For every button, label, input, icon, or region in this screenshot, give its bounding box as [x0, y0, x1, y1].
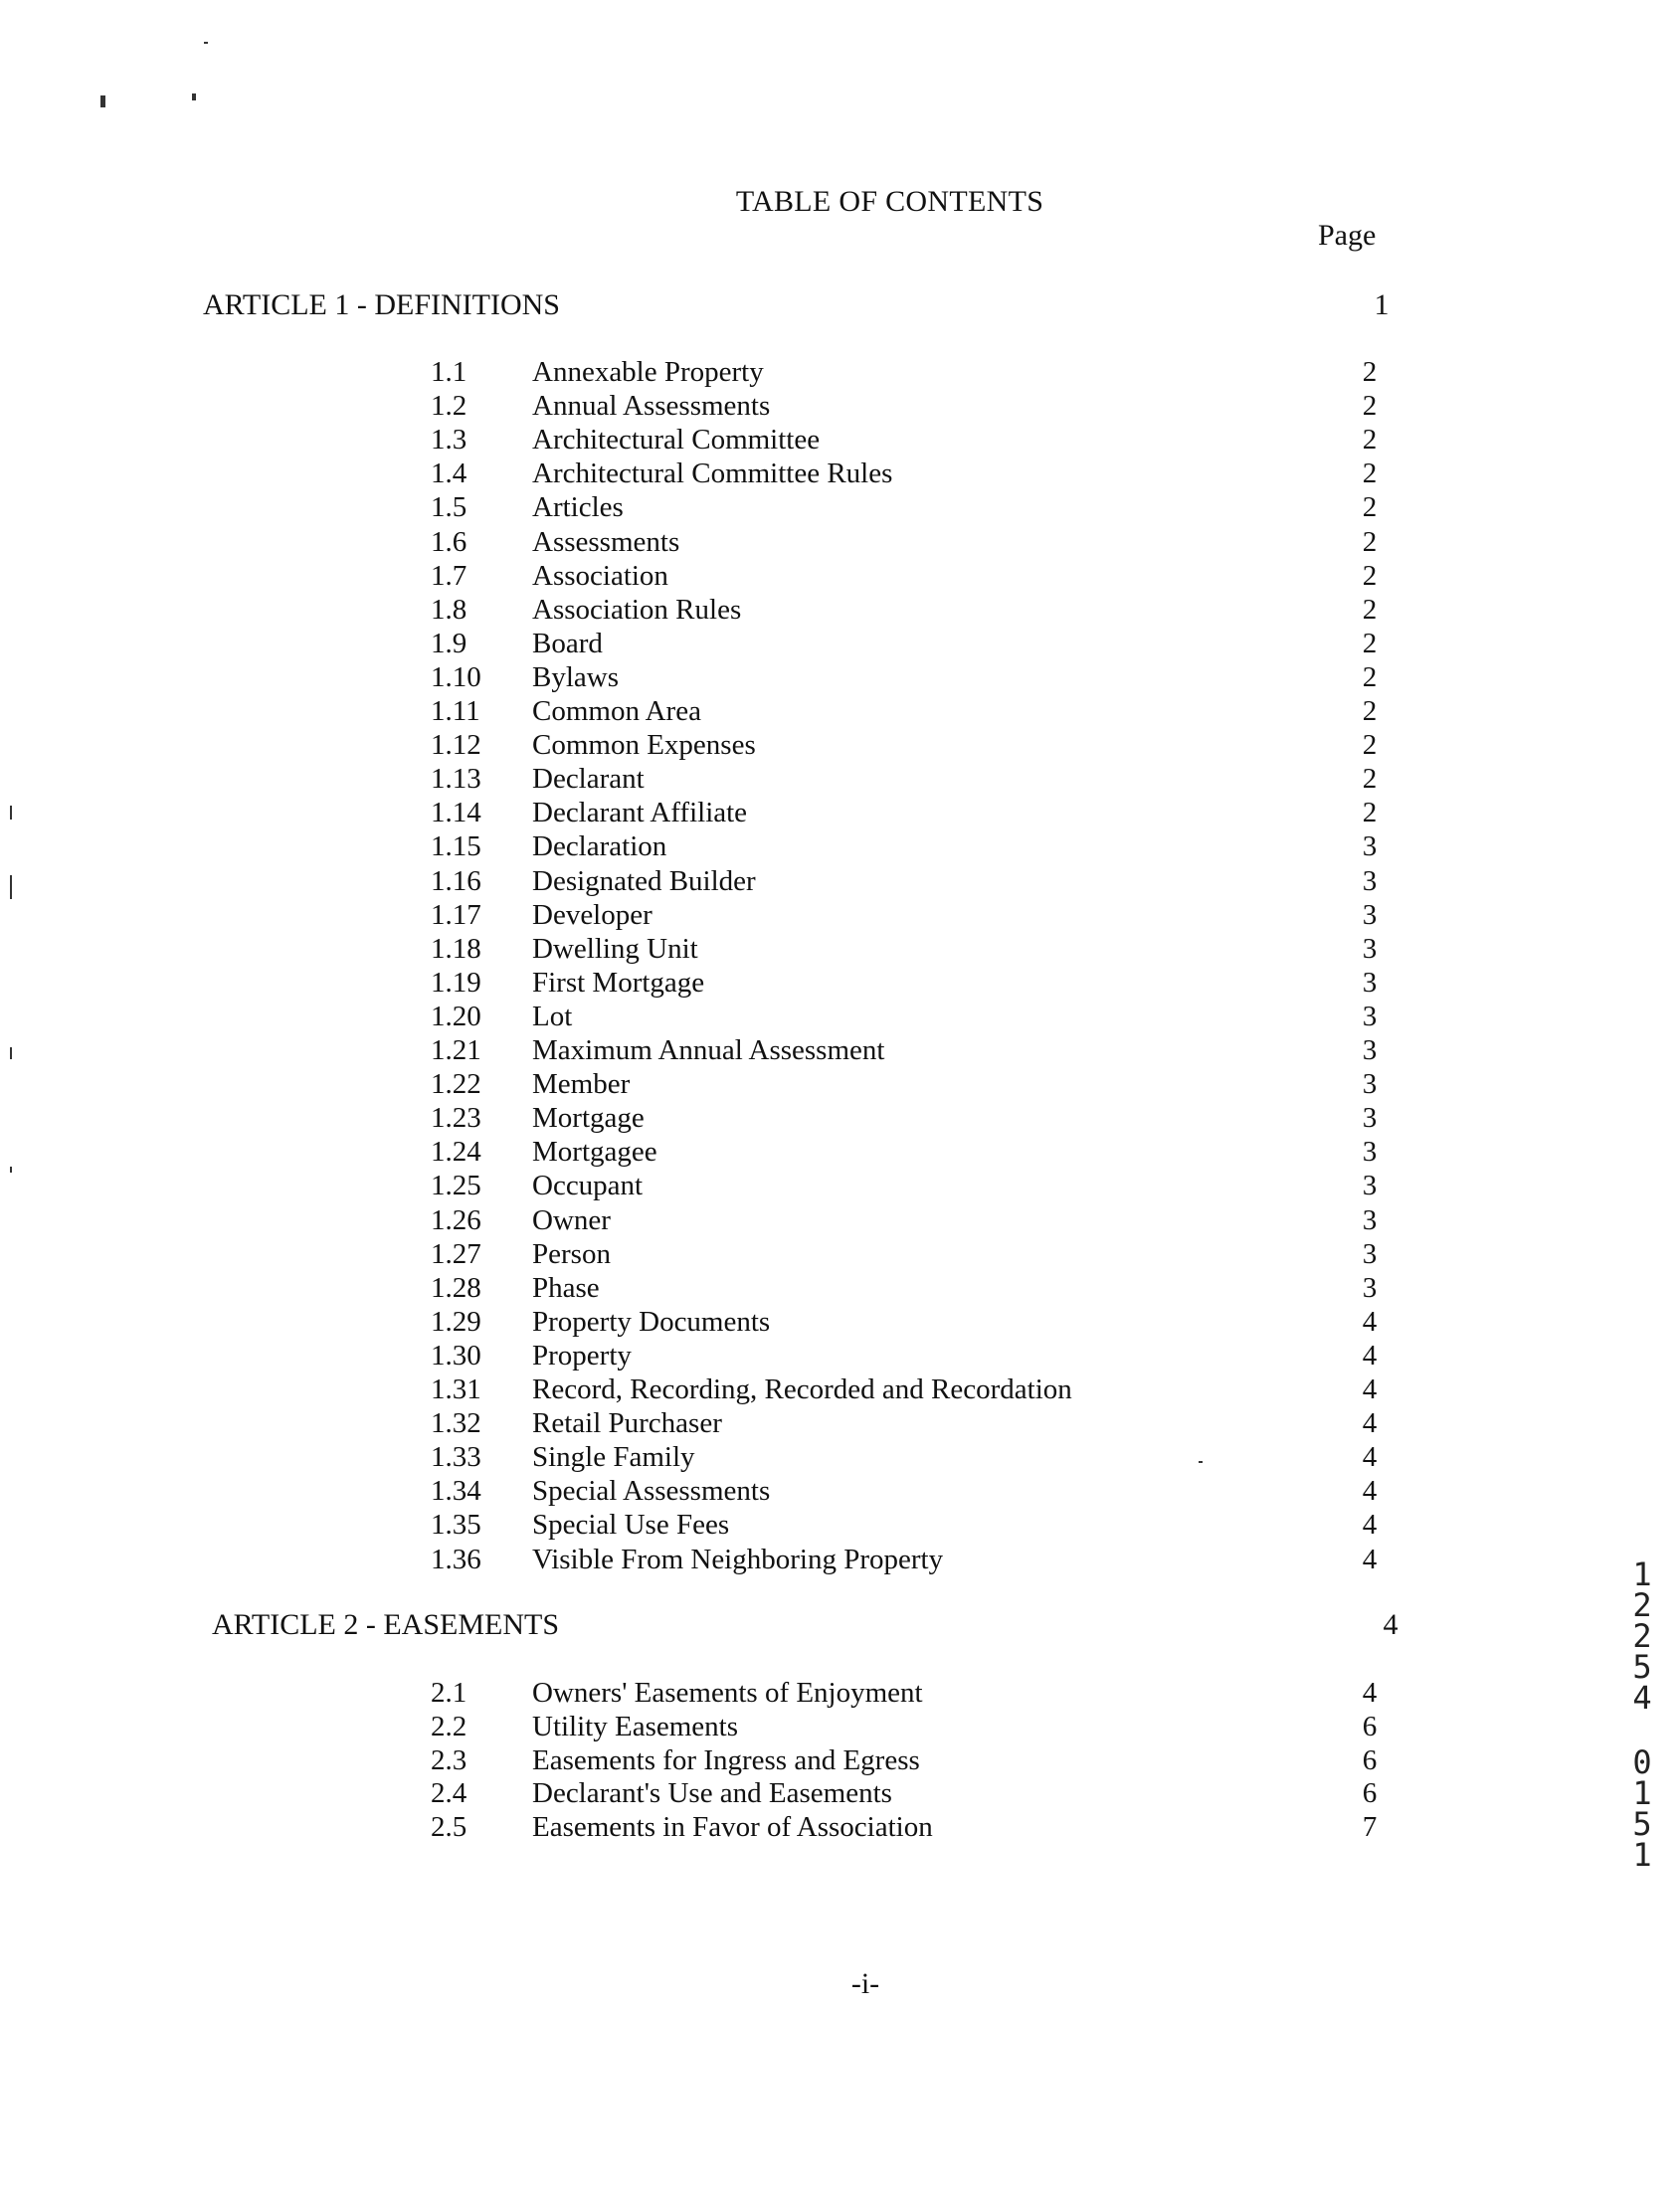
toc-entry — [0, 1441, 1680, 1475]
section-title: Association Rules — [532, 593, 742, 626]
section-number: 1.1 — [431, 356, 467, 388]
section-number: 2.1 — [431, 1677, 467, 1709]
section-page-number: 4 — [1362, 1543, 1378, 1575]
section-page-number: 4 — [1362, 1677, 1378, 1709]
section-number: 1.27 — [431, 1237, 481, 1270]
section-page-number: 2 — [1362, 695, 1378, 727]
section-page-number: 2 — [1362, 356, 1378, 388]
section-number: 1.2 — [431, 390, 467, 423]
toc-entry — [0, 1544, 1680, 1577]
scan-speck — [100, 95, 105, 107]
section-page-number: 4 — [1362, 1475, 1378, 1508]
section-page-number: 2 — [1362, 559, 1378, 592]
toc-entry — [0, 1677, 1680, 1711]
section-number: 1.20 — [431, 1000, 481, 1032]
section-title: Special Assessments — [532, 1475, 771, 1508]
section-number: 1.17 — [431, 898, 481, 931]
section-page-number: 3 — [1362, 966, 1378, 999]
section-title: Mortgagee — [532, 1136, 657, 1169]
section-number: 1.22 — [431, 1068, 481, 1101]
section-page-number: 3 — [1362, 1271, 1378, 1304]
section-page-number: 3 — [1362, 1203, 1378, 1236]
section-page-number: 2 — [1362, 729, 1378, 762]
section-title: First Mortgage — [532, 966, 705, 999]
toc-entry — [0, 1509, 1680, 1543]
margin-stamp — [1627, 1556, 1657, 1874]
toc-title: TABLE OF CONTENTS — [735, 185, 1044, 218]
section-number: 1.34 — [431, 1475, 481, 1508]
toc-entry — [0, 356, 1680, 390]
toc-entry — [0, 1711, 1680, 1744]
margin-stamp-digit: 2 — [1632, 1617, 1652, 1655]
section-title: Articles — [532, 491, 624, 524]
toc-entry — [0, 797, 1680, 830]
section-page-number: 2 — [1362, 390, 1378, 423]
section-number: 1.9 — [431, 627, 467, 659]
section-number: 1.3 — [431, 424, 467, 457]
toc-entry — [0, 695, 1680, 729]
toc-entry — [0, 1204, 1680, 1238]
section-page-number: 3 — [1362, 1237, 1378, 1270]
section-title: Designated Builder — [532, 864, 756, 897]
section-title: Assessments — [532, 525, 680, 558]
toc-entry — [0, 1272, 1680, 1306]
section-page-number: 3 — [1362, 864, 1378, 897]
margin-stamp-digit — [1627, 1714, 1657, 1747]
article-heading — [0, 1608, 1680, 1644]
margin-stamp-digit: 1 — [1632, 1556, 1652, 1593]
section-page-number: 2 — [1362, 458, 1378, 490]
section-page-number: 6 — [1362, 1777, 1378, 1810]
toc-entry — [0, 967, 1680, 1001]
toc-entry — [0, 1136, 1680, 1170]
toc-entry — [0, 1001, 1680, 1034]
toc-entry — [0, 1340, 1680, 1373]
section-number: 1.31 — [431, 1373, 481, 1405]
section-number: 1.11 — [431, 695, 480, 727]
section-title: Architectural Committee Rules — [532, 458, 893, 490]
section-page-number: 3 — [1362, 1170, 1378, 1202]
section-number: 1.35 — [431, 1509, 481, 1542]
section-number: 1.14 — [431, 797, 481, 829]
toc-entry — [0, 491, 1680, 525]
section-title: Annexable Property — [532, 356, 764, 388]
section-title: Record, Recording, Recorded and Recordation — [532, 1373, 1072, 1405]
section-page-number: 2 — [1362, 525, 1378, 558]
section-number: 1.7 — [431, 559, 467, 592]
section-title: Declarant Affiliate — [532, 797, 748, 829]
section-title: Retail Purchaser — [532, 1407, 722, 1440]
section-page-number: 2 — [1362, 797, 1378, 829]
margin-stamp-digit: 0 — [1632, 1743, 1652, 1781]
section-title: Common Expenses — [532, 729, 756, 762]
section-title: Special Use Fees — [532, 1509, 730, 1542]
section-title: Phase — [532, 1271, 600, 1304]
section-page-number: 3 — [1362, 1136, 1378, 1169]
toc-entry — [0, 763, 1680, 797]
section-number: 2.3 — [431, 1743, 467, 1776]
article-page-number: 4 — [1383, 1608, 1399, 1641]
scan-speck — [192, 93, 196, 100]
section-number: 1.4 — [431, 458, 467, 490]
margin-stamp-digit: 5 — [1632, 1805, 1652, 1843]
toc-entry — [0, 526, 1680, 560]
section-title: Developer — [532, 898, 653, 931]
section-title: Mortgage — [532, 1102, 645, 1135]
section-number: 1.24 — [431, 1136, 481, 1169]
section-title: Declaration — [532, 830, 667, 863]
section-page-number: 2 — [1362, 763, 1378, 796]
toc-entry — [0, 424, 1680, 458]
section-number: 1.15 — [431, 830, 481, 863]
section-number: 1.29 — [431, 1305, 481, 1338]
section-title: Declarant's Use and Easements — [532, 1777, 892, 1810]
section-page-number: 6 — [1362, 1710, 1378, 1742]
section-number: 1.18 — [431, 932, 481, 965]
toc-entry — [0, 1170, 1680, 1203]
scan-speck — [204, 42, 208, 44]
toc-entry — [0, 1805, 1680, 1845]
section-number: 1.16 — [431, 864, 481, 897]
section-title: Maximum Annual Assessment — [532, 1034, 885, 1066]
section-number: 2.4 — [431, 1777, 467, 1810]
toc-entry — [0, 1102, 1680, 1136]
toc-entry — [0, 1407, 1680, 1441]
section-page-number: 7 — [1362, 1811, 1378, 1844]
margin-stamp-digit: 1 — [1632, 1774, 1652, 1812]
article-heading — [0, 288, 1680, 324]
section-title: Architectural Committee — [532, 424, 821, 457]
toc-entry — [0, 729, 1680, 763]
section-number: 1.32 — [431, 1407, 481, 1440]
section-title: Dwelling Unit — [532, 932, 698, 965]
section-number: 1.33 — [431, 1441, 481, 1474]
section-page-number: 4 — [1362, 1339, 1378, 1372]
section-number: 1.21 — [431, 1034, 481, 1066]
section-title: Common Area — [532, 695, 701, 727]
section-page-number: 3 — [1362, 898, 1378, 931]
section-title: Occupant — [532, 1170, 644, 1202]
margin-stamp-digit: 4 — [1632, 1679, 1652, 1717]
toc-entry — [0, 1743, 1680, 1781]
section-page-number: 2 — [1362, 627, 1378, 659]
section-number: 1.23 — [431, 1102, 481, 1135]
toc-entry — [0, 594, 1680, 628]
section-page-number: 2 — [1362, 491, 1378, 524]
section-page-number: 2 — [1362, 593, 1378, 626]
section-page-number: 3 — [1362, 932, 1378, 965]
toc-entry — [0, 899, 1680, 933]
toc-entry — [0, 458, 1680, 491]
section-page-number: 4 — [1362, 1441, 1378, 1474]
section-number: 1.13 — [431, 763, 481, 796]
section-title: Declarant — [532, 763, 645, 796]
section-title: Easements for Ingress and Egress — [532, 1743, 920, 1776]
section-number: 1.5 — [431, 491, 467, 524]
section-number: 1.6 — [431, 525, 467, 558]
section-title: Property Documents — [532, 1305, 771, 1338]
toc-entry — [0, 865, 1680, 899]
section-title: Person — [532, 1237, 611, 1270]
article-page-number: 1 — [1374, 288, 1390, 321]
section-number: 1.36 — [431, 1543, 481, 1575]
section-page-number: 3 — [1362, 830, 1378, 863]
margin-stamp-digit: 5 — [1632, 1648, 1652, 1686]
section-number: 2.5 — [431, 1811, 467, 1844]
section-number: 2.2 — [431, 1710, 467, 1742]
section-number: 1.8 — [431, 593, 467, 626]
section-title: Association — [532, 559, 668, 592]
article-title: ARTICLE 2 - EASEMENTS — [212, 1608, 560, 1641]
section-number: 1.25 — [431, 1170, 481, 1202]
toc-entry — [0, 1373, 1680, 1407]
section-number: 1.28 — [431, 1271, 481, 1304]
toc-entry — [0, 1034, 1680, 1068]
section-number: 1.12 — [431, 729, 481, 762]
section-page-number: 2 — [1362, 660, 1378, 693]
section-page-number: 6 — [1362, 1743, 1378, 1776]
section-page-number: 3 — [1362, 1102, 1378, 1135]
section-title: Visible From Neighboring Property — [532, 1543, 944, 1575]
section-page-number: 4 — [1362, 1305, 1378, 1338]
toc-entry — [0, 933, 1680, 967]
section-number: 1.30 — [431, 1339, 481, 1372]
section-title: Utility Easements — [532, 1710, 738, 1742]
toc-entry — [0, 1774, 1680, 1812]
toc-entry — [0, 390, 1680, 424]
margin-stamp-digit: 1 — [1632, 1836, 1652, 1874]
section-title: Member — [532, 1068, 631, 1101]
margin-stamp-digit: 2 — [1632, 1586, 1652, 1624]
toc-entry — [0, 560, 1680, 594]
toc-entry — [0, 1238, 1680, 1272]
section-title: Bylaws — [532, 660, 619, 693]
section-title: Easements in Favor of Association — [532, 1811, 933, 1844]
section-title: Lot — [532, 1000, 573, 1032]
section-page-number: 3 — [1362, 1000, 1378, 1032]
section-number: 1.19 — [431, 966, 481, 999]
section-page-number: 3 — [1362, 1034, 1378, 1066]
section-number: 1.10 — [431, 660, 481, 693]
toc-entry — [0, 628, 1680, 661]
section-page-number: 4 — [1362, 1509, 1378, 1542]
footer-page-number: -i- — [850, 1967, 880, 2000]
page-column-label: Page — [1318, 219, 1377, 252]
section-page-number: 2 — [1362, 424, 1378, 457]
article-title: ARTICLE 1 - DEFINITIONS — [203, 288, 560, 321]
toc-entry — [0, 1068, 1680, 1102]
section-title: Single Family — [532, 1441, 695, 1474]
section-page-number: 3 — [1362, 1068, 1378, 1101]
section-number: 1.26 — [431, 1203, 481, 1236]
section-page-number: 4 — [1362, 1407, 1378, 1440]
toc-entry — [0, 661, 1680, 695]
toc-entry — [0, 830, 1680, 864]
toc-entry — [0, 1475, 1680, 1509]
section-title: Board — [532, 627, 603, 659]
section-title: Property — [532, 1339, 632, 1372]
section-title: Annual Assessments — [532, 390, 771, 423]
section-title: Owners' Easements of Enjoyment — [532, 1677, 923, 1709]
section-page-number: 4 — [1362, 1373, 1378, 1405]
section-title: Owner — [532, 1203, 611, 1236]
toc-entry — [0, 1306, 1680, 1340]
